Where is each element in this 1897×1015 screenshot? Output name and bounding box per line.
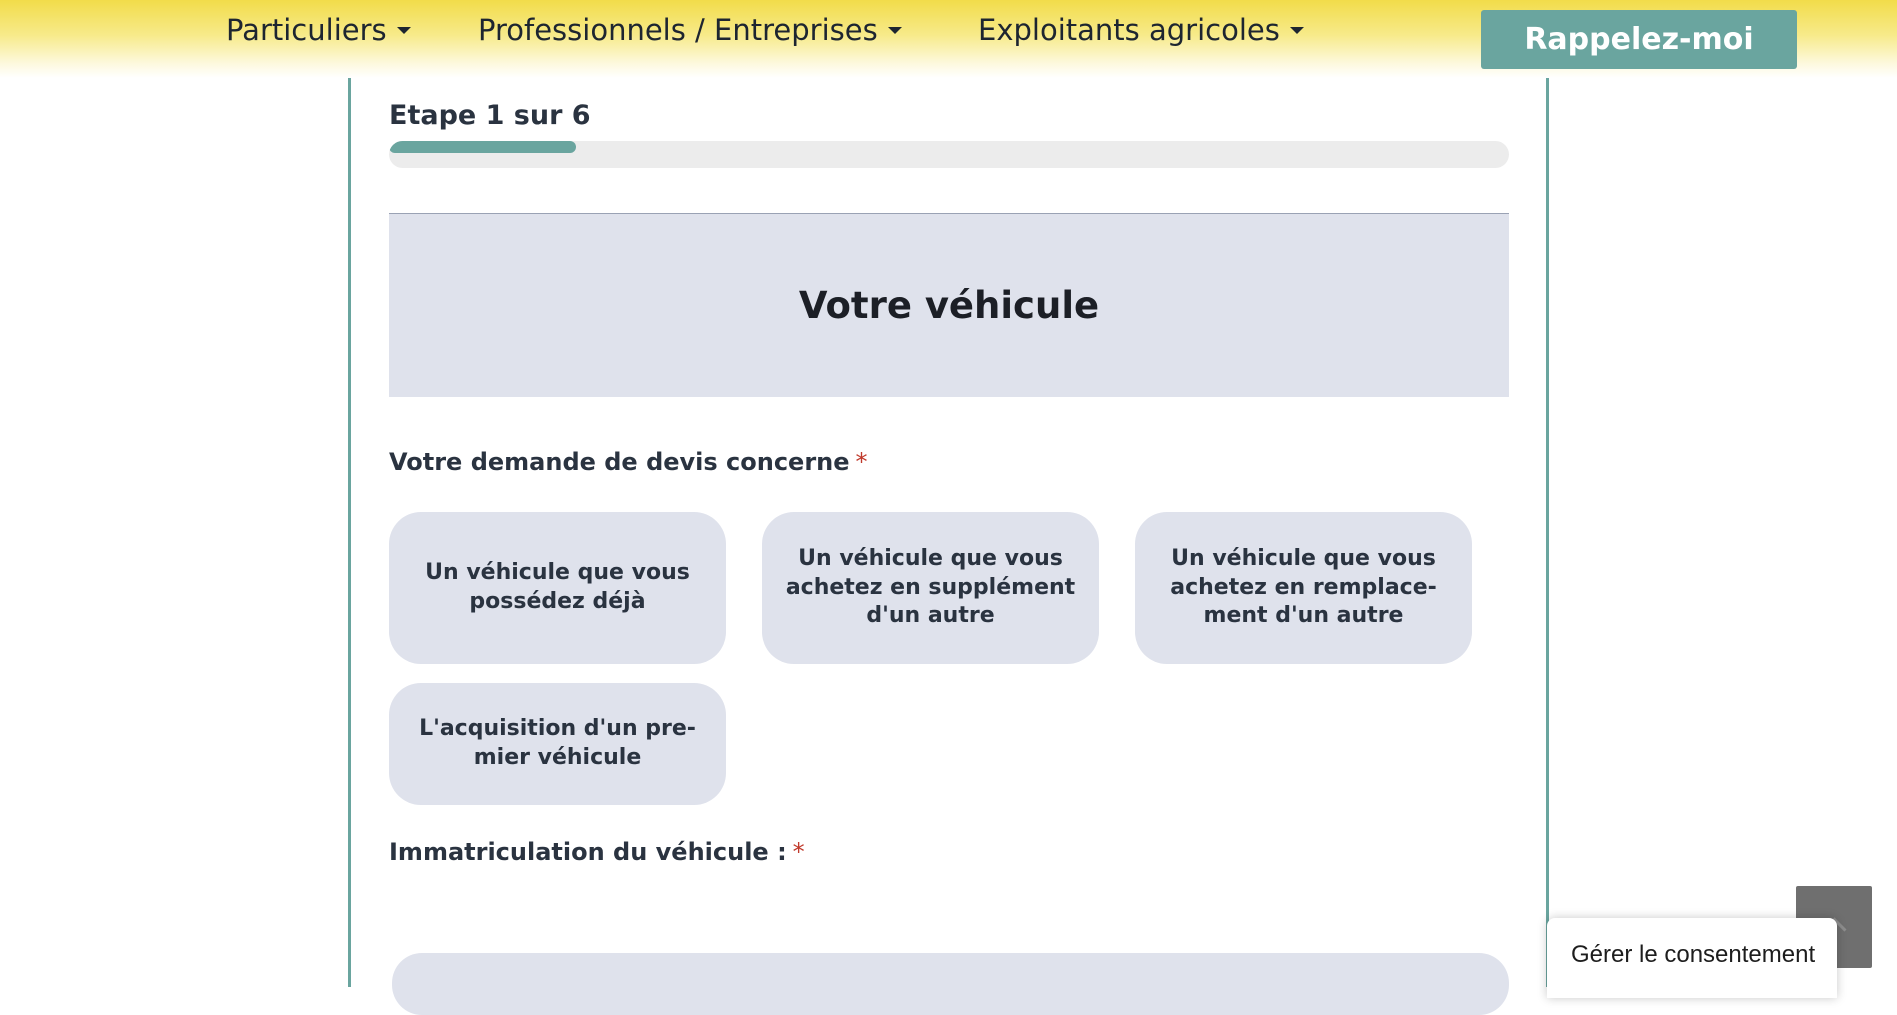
nav-item-label: Particuliers bbox=[226, 13, 387, 47]
option-first-vehicle[interactable]: L'acquisition d'un pre-mier véhicule bbox=[389, 683, 726, 805]
callback-button[interactable]: Rappelez-moi bbox=[1481, 10, 1797, 69]
consent-manager-button[interactable]: Gérer le consentement bbox=[1547, 918, 1837, 998]
nav-item-professionnels[interactable] bbox=[478, 10, 902, 50]
nav-item-label: Professionnels / Entreprises bbox=[478, 13, 878, 47]
caret-down-icon bbox=[888, 27, 902, 34]
form-frame-right-border bbox=[1546, 78, 1549, 987]
step-indicator: Etape 1 sur 6 bbox=[389, 100, 591, 131]
plate-question-text: Immatriculation du véhicule : bbox=[389, 838, 787, 866]
required-marker: * bbox=[792, 838, 805, 866]
nav-item-label: Exploitants agricoles bbox=[978, 13, 1280, 47]
request-question-text: Votre demande de devis concerne bbox=[389, 448, 850, 476]
caret-down-icon bbox=[397, 27, 411, 34]
option-additional-vehicle[interactable]: Un véhicule que vous achetez en supplément d'un autre bbox=[762, 512, 1099, 664]
form-frame-left-border bbox=[348, 78, 351, 987]
request-question-label bbox=[389, 448, 868, 476]
nav-item-exploitants-agricoles[interactable] bbox=[978, 10, 1304, 50]
section-banner bbox=[389, 213, 1509, 397]
section-title: Votre véhicule bbox=[798, 284, 1100, 327]
caret-down-icon bbox=[1290, 27, 1304, 34]
plate-question-label bbox=[389, 838, 805, 866]
progress-bar-fill bbox=[389, 141, 576, 153]
plate-input[interactable] bbox=[392, 953, 1509, 1015]
option-replacement-vehicle[interactable]: Un véhicule que vous achetez en remplace-ment d'un autre bbox=[1135, 512, 1472, 664]
top-navigation bbox=[0, 0, 1897, 78]
required-marker: * bbox=[855, 448, 868, 476]
progress-bar bbox=[389, 141, 1509, 168]
nav-item-particuliers[interactable] bbox=[226, 10, 411, 50]
option-owned-vehicle[interactable]: Un véhicule que vous possédez déjà bbox=[389, 512, 726, 664]
